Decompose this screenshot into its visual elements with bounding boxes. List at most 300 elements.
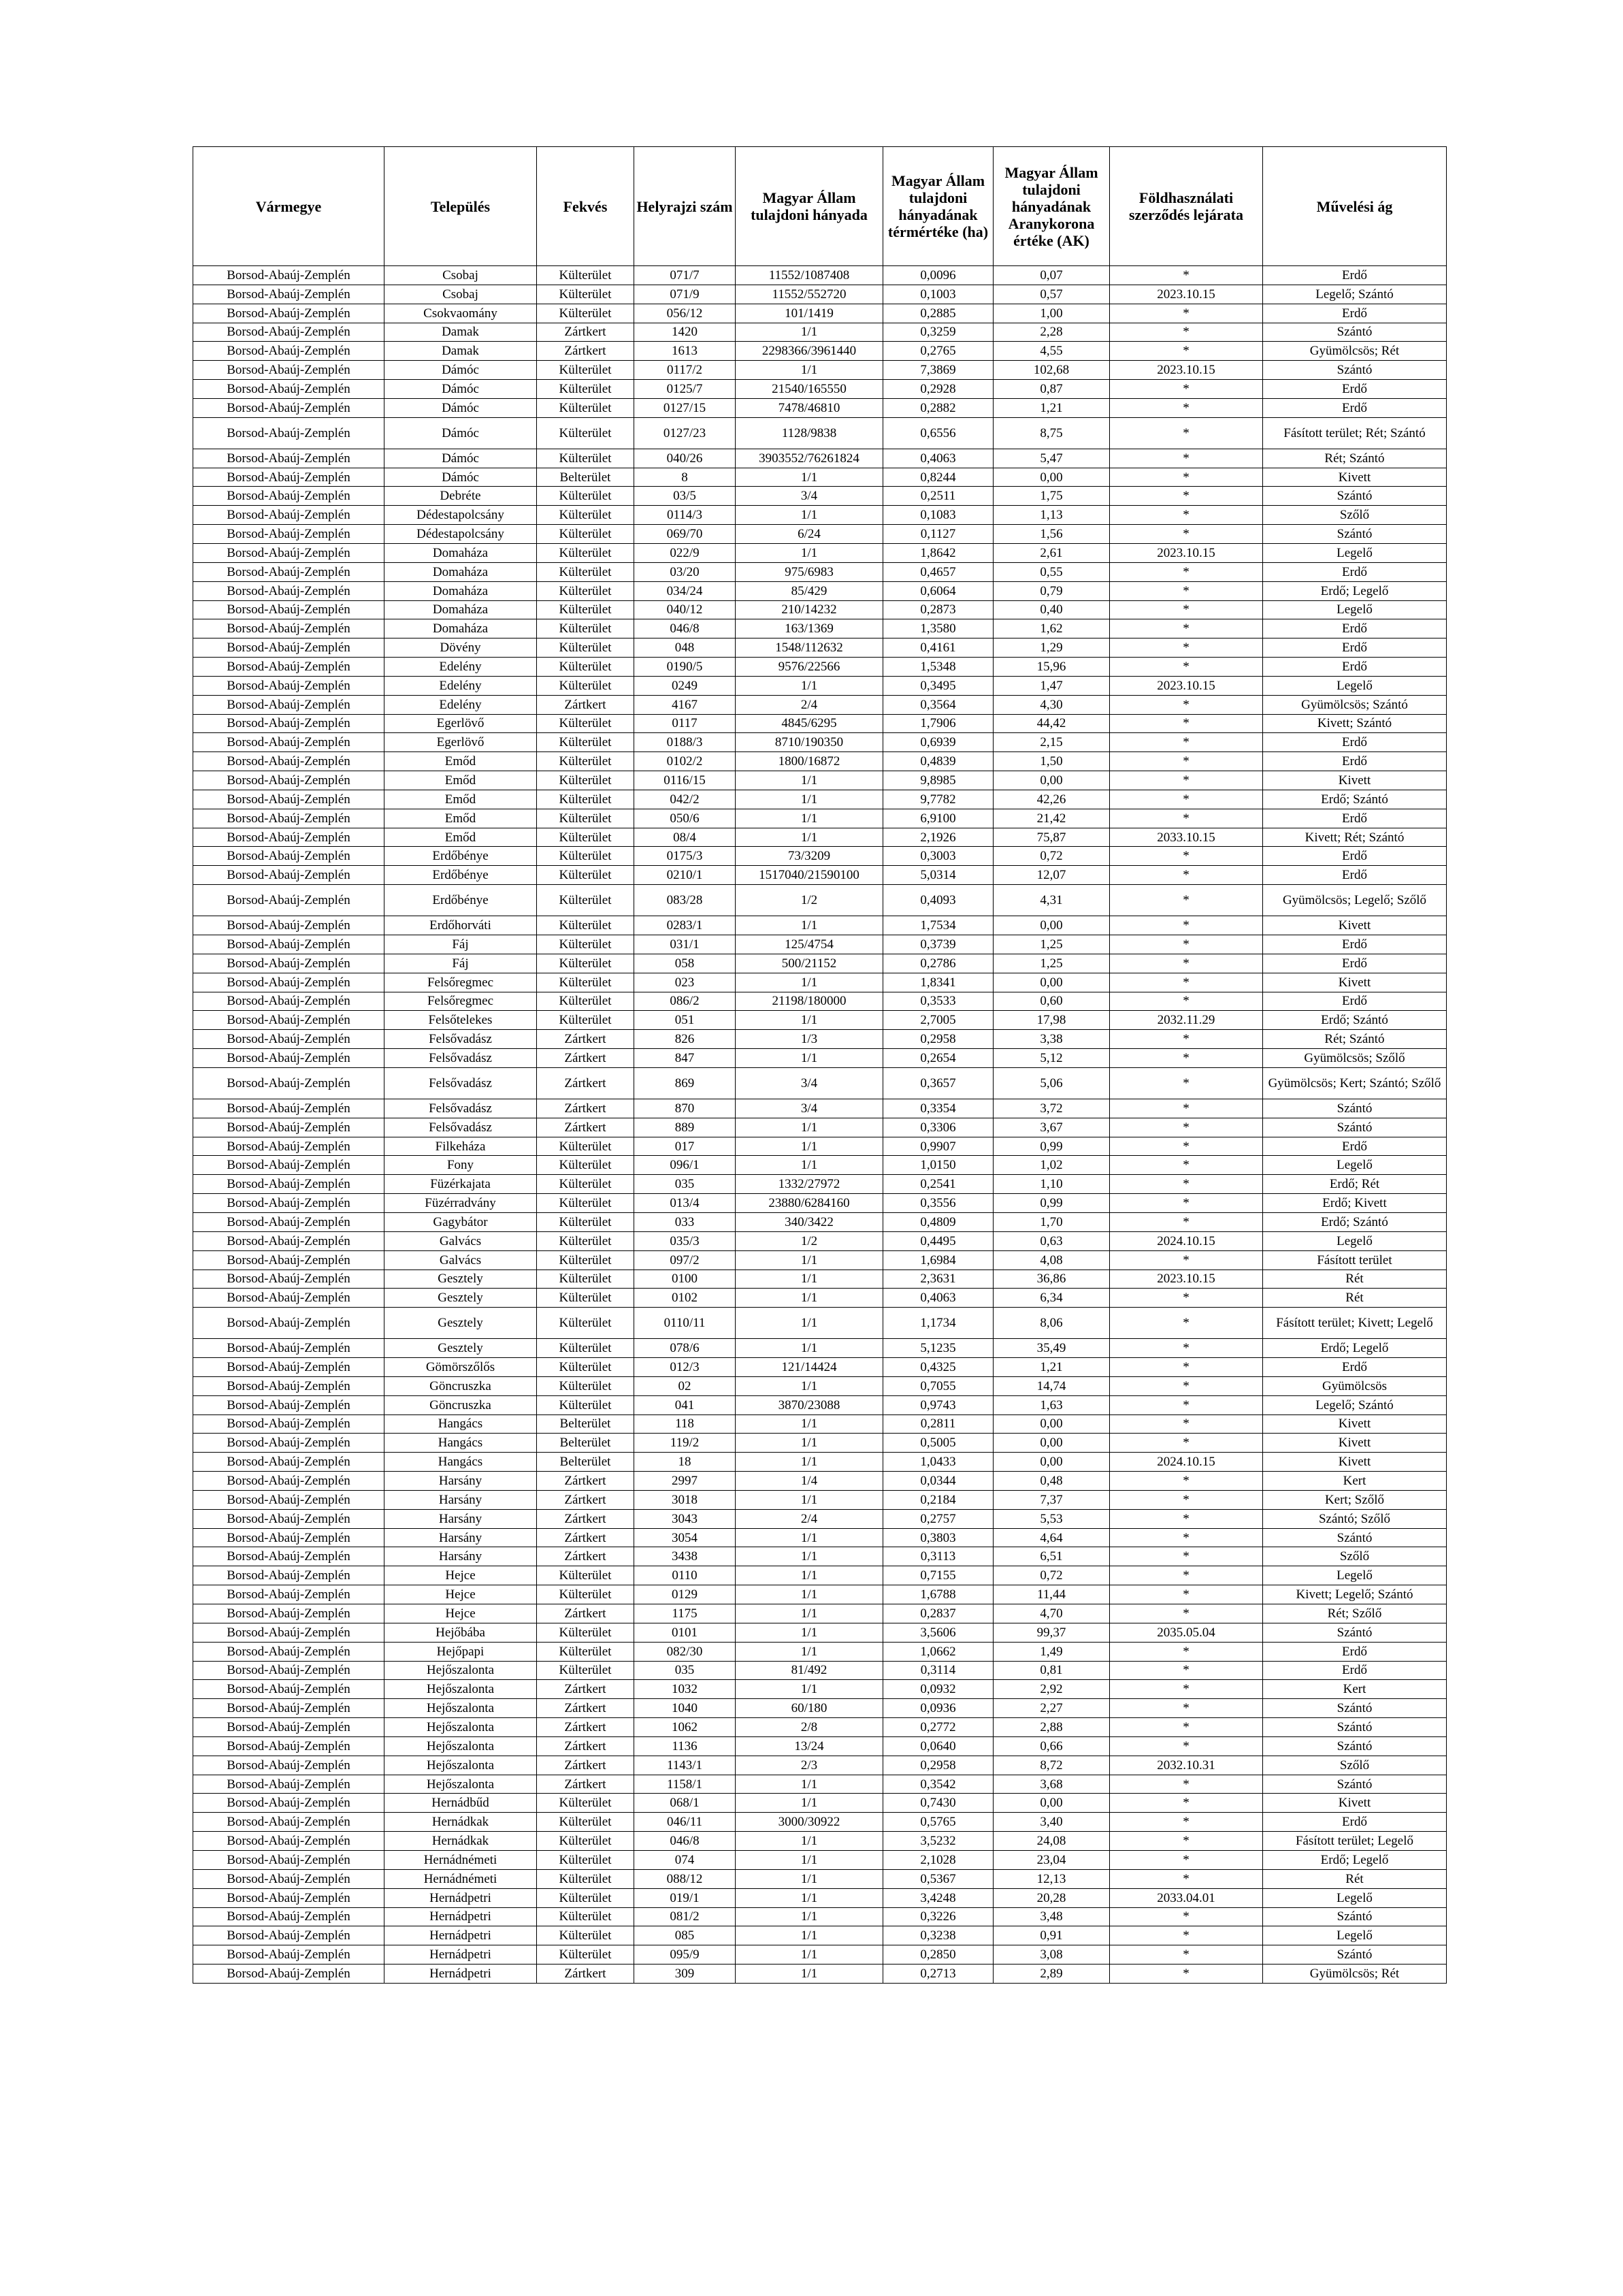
cell-gold-crown-ak: 0,99 — [994, 1194, 1110, 1213]
cell-ownership-share: 1/1 — [736, 361, 883, 380]
cell-county: Borsod-Abaúj-Zemplén — [193, 1250, 384, 1270]
cell-lease-expiry: * — [1110, 525, 1263, 544]
cell-settlement: Hejőszalonta — [384, 1718, 537, 1737]
cell-county: Borsod-Abaúj-Zemplén — [193, 1794, 384, 1813]
cell-parcel-number: 870 — [634, 1099, 736, 1118]
cell-area-ha: 1,3580 — [883, 619, 994, 638]
cell-gold-crown-ak: 15,96 — [994, 658, 1110, 677]
cell-gold-crown-ak: 1,49 — [994, 1642, 1110, 1661]
cell-location-type: Külterület — [537, 1194, 634, 1213]
cell-ownership-share: 81/492 — [736, 1661, 883, 1680]
cell-area-ha: 9,7782 — [883, 790, 994, 809]
cell-settlement: Göncruszka — [384, 1376, 537, 1395]
cell-county: Borsod-Abaúj-Zemplén — [193, 562, 384, 581]
cell-county: Borsod-Abaúj-Zemplén — [193, 1453, 384, 1472]
cell-county: Borsod-Abaúj-Zemplén — [193, 1339, 384, 1358]
cell-settlement: Erdőbénye — [384, 847, 537, 866]
cell-settlement: Füzérkajata — [384, 1175, 537, 1194]
cell-settlement: Dédestapolcsány — [384, 506, 537, 525]
table-row — [193, 1011, 1447, 1030]
cell-ownership-share: 2/3 — [736, 1756, 883, 1775]
cell-settlement: Göncruszka — [384, 1395, 537, 1414]
cell-ownership-share: 1/1 — [736, 1250, 883, 1270]
cell-county: Borsod-Abaúj-Zemplén — [193, 1623, 384, 1642]
cell-cultivation-branch: Szántó — [1263, 1528, 1447, 1547]
cell-lease-expiry: * — [1110, 1308, 1263, 1339]
cell-area-ha: 9,8985 — [883, 771, 994, 790]
cell-gold-crown-ak: 2,88 — [994, 1718, 1110, 1737]
cell-county: Borsod-Abaúj-Zemplén — [193, 1869, 384, 1888]
cell-settlement: Dámóc — [384, 449, 537, 468]
header-location-type: Fekvés — [537, 147, 634, 266]
cell-gold-crown-ak: 2,92 — [994, 1680, 1110, 1699]
cell-parcel-number: 8 — [634, 468, 736, 487]
cell-area-ha: 1,5348 — [883, 658, 994, 677]
cell-area-ha: 0,4809 — [883, 1212, 994, 1231]
cell-location-type: Külterület — [537, 487, 634, 506]
cell-lease-expiry: * — [1110, 695, 1263, 714]
cell-settlement: Gesztely — [384, 1308, 537, 1339]
cell-ownership-share: 1/1 — [736, 676, 883, 695]
table-header-row — [193, 147, 1447, 266]
cell-cultivation-branch: Erdő — [1263, 847, 1447, 866]
table-row — [193, 973, 1447, 992]
cell-ownership-share: 21540/165550 — [736, 380, 883, 399]
cell-gold-crown-ak: 4,64 — [994, 1528, 1110, 1547]
cell-lease-expiry: * — [1110, 1528, 1263, 1547]
cell-parcel-number: 1136 — [634, 1736, 736, 1756]
cell-cultivation-branch: Erdő — [1263, 954, 1447, 973]
cell-parcel-number: 0175/3 — [634, 847, 736, 866]
cell-lease-expiry: 2033.10.15 — [1110, 828, 1263, 847]
cell-area-ha: 3,5606 — [883, 1623, 994, 1642]
cell-county: Borsod-Abaúj-Zemplén — [193, 1566, 384, 1585]
cell-cultivation-branch: Gyümölcsös; Szántó — [1263, 695, 1447, 714]
cell-location-type: Külterület — [537, 1250, 634, 1270]
cell-gold-crown-ak: 0,00 — [994, 916, 1110, 935]
cell-area-ha: 0,2958 — [883, 1030, 994, 1049]
cell-county: Borsod-Abaúj-Zemplén — [193, 417, 384, 449]
cell-ownership-share: 1/1 — [736, 1642, 883, 1661]
cell-cultivation-branch: Erdő — [1263, 1137, 1447, 1156]
cell-parcel-number: 1062 — [634, 1718, 736, 1737]
cell-lease-expiry: * — [1110, 1250, 1263, 1270]
cell-location-type: Külterület — [537, 1623, 634, 1642]
table-row — [193, 417, 1447, 449]
cell-location-type: Külterület — [537, 1869, 634, 1888]
cell-area-ha: 1,0662 — [883, 1642, 994, 1661]
cell-lease-expiry: * — [1110, 1414, 1263, 1434]
cell-cultivation-branch: Erdő; Legelő — [1263, 1850, 1447, 1869]
cell-parcel-number: 0101 — [634, 1623, 736, 1642]
cell-lease-expiry: 2023.10.15 — [1110, 1270, 1263, 1289]
cell-gold-crown-ak: 1,75 — [994, 487, 1110, 506]
cell-area-ha: 0,3533 — [883, 992, 994, 1011]
cell-lease-expiry: * — [1110, 1585, 1263, 1604]
cell-area-ha: 1,0150 — [883, 1156, 994, 1175]
cell-ownership-share: 2/4 — [736, 695, 883, 714]
table-row — [193, 1642, 1447, 1661]
cell-cultivation-branch: Fásított terület; Legelő — [1263, 1832, 1447, 1851]
cell-county: Borsod-Abaúj-Zemplén — [193, 1231, 384, 1250]
cell-parcel-number: 068/1 — [634, 1794, 736, 1813]
cell-ownership-share: 73/3209 — [736, 847, 883, 866]
cell-location-type: Külterület — [537, 676, 634, 695]
cell-parcel-number: 1420 — [634, 323, 736, 342]
cell-county: Borsod-Abaúj-Zemplén — [193, 1308, 384, 1339]
cell-parcel-number: 040/12 — [634, 600, 736, 619]
cell-county: Borsod-Abaúj-Zemplén — [193, 1011, 384, 1030]
cell-area-ha: 2,7005 — [883, 1011, 994, 1030]
cell-cultivation-branch: Erdő — [1263, 1642, 1447, 1661]
cell-county: Borsod-Abaúj-Zemplén — [193, 752, 384, 771]
cell-settlement: Dámóc — [384, 468, 537, 487]
cell-parcel-number: 056/12 — [634, 304, 736, 323]
cell-settlement: Hejce — [384, 1585, 537, 1604]
cell-parcel-number: 096/1 — [634, 1156, 736, 1175]
table-row — [193, 1067, 1447, 1099]
cell-cultivation-branch: Legelő; Szántó — [1263, 285, 1447, 304]
table-row — [193, 1175, 1447, 1194]
cell-location-type: Külterület — [537, 1156, 634, 1175]
cell-area-ha: 2,1028 — [883, 1850, 994, 1869]
table-row — [193, 266, 1447, 285]
cell-ownership-share: 1/1 — [736, 1907, 883, 1926]
cell-parcel-number: 826 — [634, 1030, 736, 1049]
cell-cultivation-branch: Kivett — [1263, 771, 1447, 790]
table-row — [193, 1756, 1447, 1775]
cell-lease-expiry: * — [1110, 398, 1263, 417]
cell-cultivation-branch: Erdő; Szántó — [1263, 790, 1447, 809]
cell-county: Borsod-Abaúj-Zemplén — [193, 695, 384, 714]
cell-area-ha: 0,0936 — [883, 1699, 994, 1718]
cell-gold-crown-ak: 1,62 — [994, 619, 1110, 638]
table-row — [193, 398, 1447, 417]
cell-cultivation-branch: Szőlő — [1263, 506, 1447, 525]
cell-parcel-number: 071/7 — [634, 266, 736, 285]
cell-settlement: Emőd — [384, 790, 537, 809]
cell-gold-crown-ak: 0,79 — [994, 581, 1110, 600]
cell-area-ha: 0,3739 — [883, 935, 994, 954]
table-row — [193, 1434, 1447, 1453]
cell-settlement: Harsány — [384, 1472, 537, 1491]
cell-cultivation-branch: Kivett; Rét; Szántó — [1263, 828, 1447, 847]
table-row — [193, 1030, 1447, 1049]
table-row — [193, 1212, 1447, 1231]
cell-location-type: Külterület — [537, 1358, 634, 1377]
cell-cultivation-branch: Legelő; Szántó — [1263, 1395, 1447, 1414]
table-row — [193, 809, 1447, 828]
cell-county: Borsod-Abaúj-Zemplén — [193, 973, 384, 992]
cell-area-ha: 0,4063 — [883, 1289, 994, 1308]
cell-area-ha: 0,3113 — [883, 1547, 994, 1566]
cell-settlement: Emőd — [384, 771, 537, 790]
cell-parcel-number: 085 — [634, 1926, 736, 1945]
table-row — [193, 1794, 1447, 1813]
cell-area-ha: 0,6556 — [883, 417, 994, 449]
cell-lease-expiry: * — [1110, 1794, 1263, 1813]
land-parcel-table-container — [193, 146, 1446, 1984]
cell-gold-crown-ak: 0,00 — [994, 468, 1110, 487]
cell-location-type: Belterület — [537, 1414, 634, 1434]
table-row — [193, 1270, 1447, 1289]
cell-location-type: Külterület — [537, 1212, 634, 1231]
table-row — [193, 1414, 1447, 1434]
cell-cultivation-branch: Erdő — [1263, 380, 1447, 399]
cell-area-ha: 0,4657 — [883, 562, 994, 581]
cell-location-type: Zártkert — [537, 1680, 634, 1699]
table-row — [193, 828, 1447, 847]
cell-lease-expiry: 2033.04.01 — [1110, 1888, 1263, 1907]
cell-county: Borsod-Abaúj-Zemplén — [193, 1434, 384, 1453]
cell-county: Borsod-Abaúj-Zemplén — [193, 935, 384, 954]
cell-cultivation-branch: Szántó — [1263, 1623, 1447, 1642]
cell-area-ha: 0,6939 — [883, 733, 994, 752]
table-row — [193, 1813, 1447, 1832]
table-row — [193, 695, 1447, 714]
cell-lease-expiry: * — [1110, 658, 1263, 677]
table-row — [193, 1869, 1447, 1888]
cell-parcel-number: 071/9 — [634, 285, 736, 304]
cell-area-ha: 0,0932 — [883, 1680, 994, 1699]
cell-settlement: Gesztely — [384, 1339, 537, 1358]
cell-area-ha: 0,2928 — [883, 380, 994, 399]
cell-ownership-share: 1/1 — [736, 1434, 883, 1453]
cell-lease-expiry: * — [1110, 992, 1263, 1011]
cell-gold-crown-ak: 4,31 — [994, 885, 1110, 916]
cell-county: Borsod-Abaúj-Zemplén — [193, 771, 384, 790]
cell-county: Borsod-Abaúj-Zemplén — [193, 1661, 384, 1680]
cell-cultivation-branch: Gyümölcsös — [1263, 1376, 1447, 1395]
table-row — [193, 1358, 1447, 1377]
cell-parcel-number: 0117/2 — [634, 361, 736, 380]
cell-location-type: Külterület — [537, 1850, 634, 1869]
cell-county: Borsod-Abaúj-Zemplén — [193, 525, 384, 544]
cell-county: Borsod-Abaúj-Zemplén — [193, 1175, 384, 1194]
cell-parcel-number: 119/2 — [634, 1434, 736, 1453]
cell-lease-expiry: * — [1110, 1490, 1263, 1509]
cell-location-type: Külterület — [537, 790, 634, 809]
cell-cultivation-branch: Legelő — [1263, 600, 1447, 619]
cell-settlement: Emőd — [384, 752, 537, 771]
cell-settlement: Harsány — [384, 1509, 537, 1528]
cell-settlement: Gesztely — [384, 1270, 537, 1289]
cell-location-type: Külterület — [537, 1308, 634, 1339]
cell-parcel-number: 078/6 — [634, 1339, 736, 1358]
cell-parcel-number: 02 — [634, 1376, 736, 1395]
cell-location-type: Külterület — [537, 417, 634, 449]
cell-county: Borsod-Abaúj-Zemplén — [193, 543, 384, 562]
cell-location-type: Külterület — [537, 1661, 634, 1680]
table-row — [193, 487, 1447, 506]
cell-lease-expiry: * — [1110, 847, 1263, 866]
cell-ownership-share: 7478/46810 — [736, 398, 883, 417]
cell-gold-crown-ak: 3,68 — [994, 1775, 1110, 1794]
cell-area-ha: 0,1083 — [883, 506, 994, 525]
cell-gold-crown-ak: 0,55 — [994, 562, 1110, 581]
cell-lease-expiry: * — [1110, 885, 1263, 916]
table-row — [193, 506, 1447, 525]
cell-settlement: Harsány — [384, 1528, 537, 1547]
cell-area-ha: 5,0314 — [883, 866, 994, 885]
cell-county: Borsod-Abaúj-Zemplén — [193, 506, 384, 525]
cell-cultivation-branch: Szántó — [1263, 487, 1447, 506]
cell-parcel-number: 022/9 — [634, 543, 736, 562]
cell-area-ha: 3,4248 — [883, 1888, 994, 1907]
cell-parcel-number: 0210/1 — [634, 866, 736, 885]
table-row — [193, 525, 1447, 544]
cell-parcel-number: 3043 — [634, 1509, 736, 1528]
cell-location-type: Külterület — [537, 1888, 634, 1907]
cell-settlement: Hernádnémeti — [384, 1850, 537, 1869]
cell-ownership-share: 1/1 — [736, 1794, 883, 1813]
cell-parcel-number: 3438 — [634, 1547, 736, 1566]
cell-parcel-number: 097/2 — [634, 1250, 736, 1270]
cell-area-ha: 1,1734 — [883, 1308, 994, 1339]
cell-county: Borsod-Abaúj-Zemplén — [193, 1049, 384, 1068]
cell-cultivation-branch: Erdő — [1263, 992, 1447, 1011]
cell-parcel-number: 058 — [634, 954, 736, 973]
table-row — [193, 1308, 1447, 1339]
header-lease-expiry: Földhasználati szerződés lejárata — [1110, 147, 1263, 266]
header-state-ownership-share: Magyar Állam tulajdoni hányada — [736, 147, 883, 266]
table-row — [193, 1661, 1447, 1680]
cell-location-type: Külterület — [537, 1642, 634, 1661]
cell-parcel-number: 040/26 — [634, 449, 736, 468]
cell-gold-crown-ak: 5,53 — [994, 1509, 1110, 1528]
cell-gold-crown-ak: 2,61 — [994, 543, 1110, 562]
cell-area-ha: 0,2786 — [883, 954, 994, 973]
cell-parcel-number: 035 — [634, 1661, 736, 1680]
cell-ownership-share: 1/1 — [736, 1289, 883, 1308]
cell-parcel-number: 081/2 — [634, 1907, 736, 1926]
cell-settlement: Csobaj — [384, 285, 537, 304]
cell-location-type: Zártkert — [537, 695, 634, 714]
cell-parcel-number: 086/2 — [634, 992, 736, 1011]
cell-area-ha: 2,3631 — [883, 1270, 994, 1289]
cell-county: Borsod-Abaúj-Zemplén — [193, 1907, 384, 1926]
cell-area-ha: 1,6788 — [883, 1585, 994, 1604]
cell-area-ha: 1,0433 — [883, 1453, 994, 1472]
cell-ownership-share: 1/1 — [736, 1118, 883, 1137]
cell-gold-crown-ak: 1,10 — [994, 1175, 1110, 1194]
cell-settlement: Hernádnémeti — [384, 1869, 537, 1888]
cell-lease-expiry: * — [1110, 562, 1263, 581]
cell-gold-crown-ak: 8,72 — [994, 1756, 1110, 1775]
cell-gold-crown-ak: 1,13 — [994, 506, 1110, 525]
cell-settlement: Felsővadász — [384, 1067, 537, 1099]
cell-lease-expiry: * — [1110, 973, 1263, 992]
cell-lease-expiry: * — [1110, 1661, 1263, 1680]
cell-parcel-number: 309 — [634, 1964, 736, 1984]
cell-county: Borsod-Abaúj-Zemplén — [193, 790, 384, 809]
cell-gold-crown-ak: 3,67 — [994, 1118, 1110, 1137]
cell-ownership-share: 3000/30922 — [736, 1813, 883, 1832]
cell-settlement: Emőd — [384, 809, 537, 828]
cell-parcel-number: 083/28 — [634, 885, 736, 916]
cell-gold-crown-ak: 0,87 — [994, 380, 1110, 399]
cell-area-ha: 0,5765 — [883, 1813, 994, 1832]
cell-county: Borsod-Abaúj-Zemplén — [193, 1964, 384, 1984]
cell-cultivation-branch: Szántó — [1263, 1118, 1447, 1137]
cell-lease-expiry: * — [1110, 1472, 1263, 1491]
cell-parcel-number: 046/8 — [634, 619, 736, 638]
cell-lease-expiry: * — [1110, 1289, 1263, 1308]
table-row — [193, 562, 1447, 581]
cell-area-ha: 3,5232 — [883, 1832, 994, 1851]
cell-cultivation-branch: Rét; Szántó — [1263, 1030, 1447, 1049]
cell-cultivation-branch: Legelő — [1263, 1926, 1447, 1945]
cell-lease-expiry: * — [1110, 600, 1263, 619]
cell-lease-expiry: * — [1110, 323, 1263, 342]
cell-location-type: Külterület — [537, 398, 634, 417]
cell-county: Borsod-Abaúj-Zemplén — [193, 658, 384, 677]
cell-county: Borsod-Abaúj-Zemplén — [193, 1289, 384, 1308]
cell-settlement: Felsőregmec — [384, 992, 537, 1011]
cell-parcel-number: 088/12 — [634, 1869, 736, 1888]
cell-parcel-number: 1040 — [634, 1699, 736, 1718]
cell-county: Borsod-Abaúj-Zemplén — [193, 1099, 384, 1118]
table-row — [193, 1472, 1447, 1491]
cell-ownership-share: 60/180 — [736, 1699, 883, 1718]
cell-area-ha: 0,4093 — [883, 885, 994, 916]
cell-county: Borsod-Abaúj-Zemplén — [193, 266, 384, 285]
cell-ownership-share: 1/1 — [736, 1156, 883, 1175]
cell-lease-expiry: * — [1110, 1736, 1263, 1756]
cell-ownership-share: 3903552/76261824 — [736, 449, 883, 468]
cell-ownership-share: 1/1 — [736, 1270, 883, 1289]
cell-cultivation-branch: Szántó — [1263, 323, 1447, 342]
cell-cultivation-branch: Szántó — [1263, 525, 1447, 544]
cell-area-ha: 0,3238 — [883, 1926, 994, 1945]
cell-area-ha: 0,2837 — [883, 1604, 994, 1623]
cell-gold-crown-ak: 20,28 — [994, 1888, 1110, 1907]
header-share-area: Magyar Állam tulajdoni hányadának térmértéke (ha) — [883, 147, 994, 266]
cell-settlement: Hejőszalonta — [384, 1775, 537, 1794]
cell-gold-crown-ak: 1,25 — [994, 954, 1110, 973]
cell-lease-expiry: * — [1110, 771, 1263, 790]
cell-settlement: Fony — [384, 1156, 537, 1175]
cell-lease-expiry: 2023.10.15 — [1110, 676, 1263, 695]
cell-settlement: Edelény — [384, 658, 537, 677]
cell-county: Borsod-Abaúj-Zemplén — [193, 380, 384, 399]
cell-county: Borsod-Abaúj-Zemplén — [193, 992, 384, 1011]
table-row — [193, 1566, 1447, 1585]
cell-gold-crown-ak: 35,49 — [994, 1339, 1110, 1358]
cell-county: Borsod-Abaúj-Zemplén — [193, 1528, 384, 1547]
cell-gold-crown-ak: 0,99 — [994, 1137, 1110, 1156]
cell-county: Borsod-Abaúj-Zemplén — [193, 1604, 384, 1623]
table-row — [193, 885, 1447, 916]
table-row — [193, 658, 1447, 677]
cell-settlement: Fáj — [384, 935, 537, 954]
cell-gold-crown-ak: 0,72 — [994, 1566, 1110, 1585]
cell-ownership-share: 1/1 — [736, 1490, 883, 1509]
cell-lease-expiry: * — [1110, 1699, 1263, 1718]
cell-location-type: Külterület — [537, 771, 634, 790]
cell-settlement: Dövény — [384, 638, 537, 658]
cell-ownership-share: 1/1 — [736, 1528, 883, 1547]
cell-ownership-share: 1/1 — [736, 771, 883, 790]
cell-parcel-number: 4167 — [634, 695, 736, 714]
cell-county: Borsod-Abaúj-Zemplén — [193, 676, 384, 695]
cell-location-type: Belterület — [537, 1453, 634, 1472]
cell-area-ha: 0,2772 — [883, 1718, 994, 1737]
cell-lease-expiry: 2023.10.15 — [1110, 361, 1263, 380]
table-body — [193, 266, 1447, 1984]
cell-gold-crown-ak: 14,74 — [994, 1376, 1110, 1395]
cell-location-type: Zártkert — [537, 1049, 634, 1068]
